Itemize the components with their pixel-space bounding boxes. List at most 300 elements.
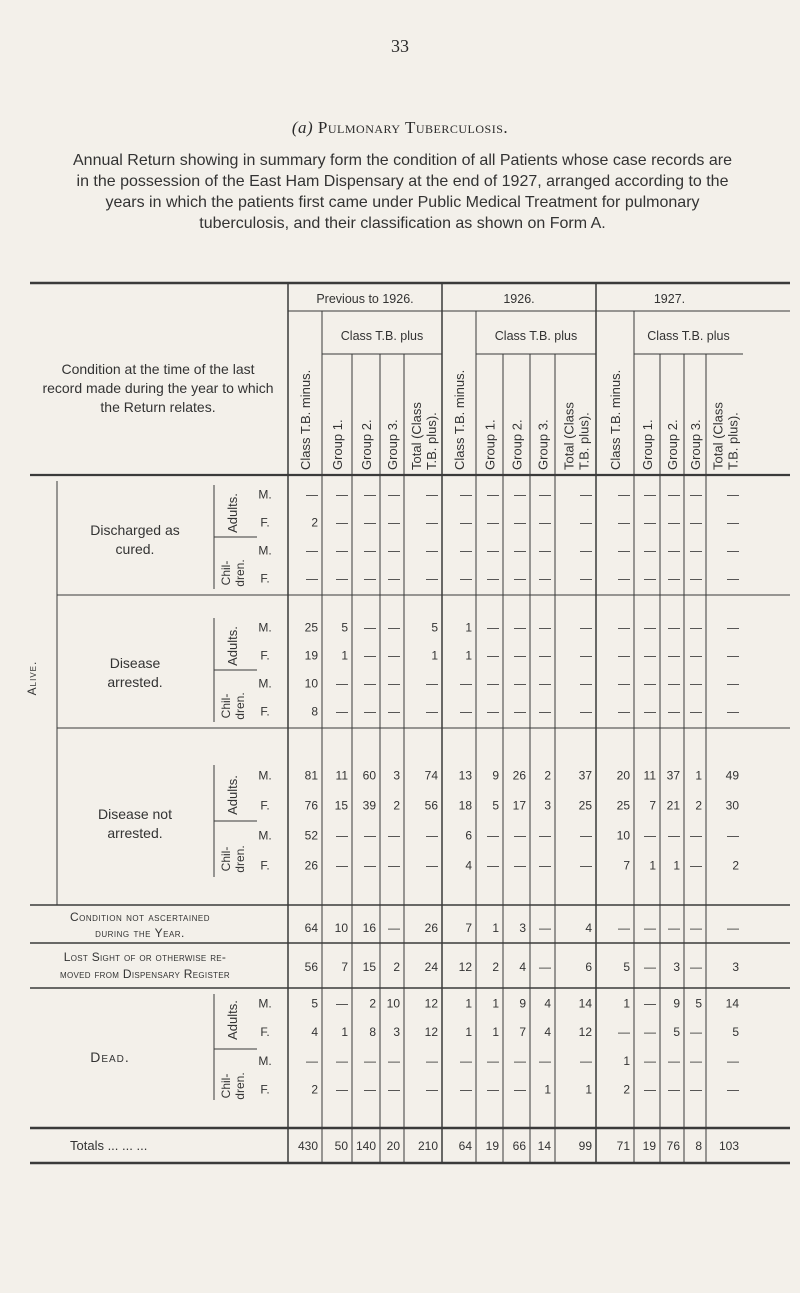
cell-value: — [668, 543, 680, 558]
cell-value: — [618, 676, 630, 691]
cell-value: — [426, 828, 438, 843]
cell-value: — [306, 1053, 318, 1068]
cell-value: — [644, 1024, 656, 1039]
cell-value: — [644, 704, 656, 719]
sex-label: M. [258, 768, 272, 783]
cell-value: — [426, 1082, 438, 1097]
cell-value: — [388, 515, 400, 530]
cell-value: — [514, 543, 526, 558]
cell-value: 18 [458, 798, 472, 813]
cell-value: — [426, 858, 438, 873]
cell-value: — [690, 858, 702, 873]
cell-value: — [514, 648, 526, 663]
sex-label: F. [260, 648, 270, 663]
cell-value: 1 [465, 1024, 472, 1039]
cell-value: 4 [311, 1024, 318, 1039]
cell-value: 10 [386, 996, 400, 1011]
total-header: Total (Class [409, 402, 424, 470]
cell-value: — [460, 676, 472, 691]
cell-value: — [727, 921, 739, 935]
cell-value: — [487, 571, 499, 586]
cell-value: — [644, 543, 656, 558]
cell-value: — [727, 620, 739, 635]
cell-value: — [644, 487, 656, 502]
block-label: cured. [115, 541, 155, 557]
cell-value: — [336, 676, 348, 691]
cell-value: — [514, 858, 526, 873]
cell-value: — [727, 1082, 739, 1097]
cell-value: 1 [492, 1024, 499, 1039]
cell-value: — [460, 1082, 472, 1097]
lost-sight-label: moved from Dispensary Register [60, 967, 230, 981]
group-header: Group 3. [535, 419, 551, 470]
cell-value: 11 [335, 768, 348, 783]
total-value: 99 [578, 1139, 592, 1153]
cell-value: — [426, 704, 438, 719]
cell-value: — [426, 1053, 438, 1068]
adults-label: Adults. [225, 1000, 240, 1040]
cell-value: — [668, 620, 680, 635]
cell-value: 2 [695, 798, 702, 813]
cell-value: 16 [362, 921, 376, 935]
cell-value: — [514, 571, 526, 586]
cell-value: 1 [492, 996, 499, 1011]
cell-value: 6 [465, 828, 472, 843]
group-header: Group 3. [688, 419, 703, 470]
cell-value: 12 [424, 996, 438, 1011]
cell-value: 24 [424, 960, 438, 974]
group-header: Group 1. [482, 419, 498, 470]
cell-value: — [644, 515, 656, 530]
cell-value: — [690, 1053, 702, 1068]
cell-value: — [336, 858, 348, 873]
cell-value: — [690, 921, 702, 935]
cell-value: 10 [334, 921, 348, 935]
section-title: Pulmonary Tuberculosis. [317, 118, 509, 137]
cell-value: — [539, 515, 551, 530]
cell-value: — [364, 828, 376, 843]
cell-value: 19 [304, 648, 318, 663]
cell-value: 39 [362, 798, 376, 813]
class-plus-header: Class T.B. plus [494, 329, 578, 343]
cell-value: — [668, 704, 680, 719]
cell-value: — [487, 543, 499, 558]
cell-value: 2 [544, 768, 551, 783]
cell-value: 2 [369, 996, 376, 1011]
cell-value: 12 [458, 960, 472, 974]
cell-value: — [618, 704, 630, 719]
cell-value: — [539, 960, 551, 974]
cell-value: — [580, 828, 592, 843]
cell-value: — [539, 1053, 551, 1068]
cell-value: 4 [544, 996, 551, 1011]
cell-value: — [460, 487, 472, 502]
cell-value: — [690, 648, 702, 663]
cell-value: — [514, 1053, 526, 1068]
cell-value: — [487, 704, 499, 719]
cell-value: 1 [431, 648, 438, 663]
cell-value: — [580, 620, 592, 635]
cell-value: — [426, 543, 438, 558]
cell-value: — [514, 515, 526, 530]
cell-value: — [727, 515, 739, 530]
cell-value: — [618, 515, 630, 530]
cell-value: — [539, 704, 551, 719]
class-plus-header: Class T.B. plus [647, 329, 730, 343]
cell-value: 2 [311, 1082, 318, 1097]
cell-value: 52 [304, 828, 318, 843]
cell-value: — [580, 571, 592, 586]
cell-value: — [644, 1053, 656, 1068]
cell-value: 25 [578, 798, 592, 813]
cell-value: — [514, 620, 526, 635]
cell-value: 10 [304, 676, 318, 691]
total-value: 64 [458, 1139, 472, 1153]
cell-value: — [388, 828, 400, 843]
total-value: 76 [666, 1139, 680, 1153]
cell-value: — [727, 704, 739, 719]
cell-value: — [690, 1024, 702, 1039]
cell-value: — [539, 858, 551, 873]
cell-value: — [336, 1053, 348, 1068]
cell-value: 37 [666, 768, 680, 783]
not-ascertained-label: Condition not ascertained [70, 910, 210, 924]
cell-value: — [514, 487, 526, 502]
block-label: Discharged as [90, 522, 180, 538]
cell-value: — [364, 676, 376, 691]
cell-value: — [580, 543, 592, 558]
cell-value: — [364, 571, 376, 586]
total-value: 140 [355, 1139, 376, 1153]
cell-value: 17 [512, 798, 526, 813]
cell-value: 2 [732, 858, 739, 873]
cell-value: — [690, 487, 702, 502]
cell-value: — [364, 704, 376, 719]
cell-value: 1 [673, 858, 680, 873]
cell-value: — [644, 676, 656, 691]
period-header: Previous to 1926. [316, 292, 414, 306]
cell-value: 8 [311, 704, 318, 719]
cell-value: — [426, 515, 438, 530]
cell-value: 9 [492, 768, 499, 783]
total-value: 8 [695, 1139, 702, 1153]
total-header: T.B. plus). [424, 412, 439, 470]
cell-value: 2 [311, 515, 318, 530]
cell-value: — [618, 1024, 630, 1039]
cell-value: 56 [304, 960, 318, 974]
period-header: 1926. [503, 292, 535, 306]
cell-value: — [364, 487, 376, 502]
total-value: 50 [334, 1139, 348, 1153]
block-label: Disease not [98, 806, 172, 822]
group-header: Group 1. [330, 419, 345, 470]
cell-value: 3 [673, 960, 680, 974]
sex-label: F. [260, 1024, 270, 1039]
cell-value: — [727, 571, 739, 586]
total-header: Total (Class [561, 402, 577, 470]
cell-value: 2 [492, 960, 499, 974]
cell-value: — [690, 704, 702, 719]
cell-value: 15 [334, 798, 348, 813]
cell-value: 5 [673, 1024, 680, 1039]
cell-value: 3 [519, 921, 526, 935]
cell-value: 10 [616, 828, 630, 843]
cell-value: — [487, 515, 499, 530]
cell-value: — [668, 828, 680, 843]
cell-value: 7 [465, 921, 472, 935]
cell-value: — [364, 620, 376, 635]
cell-value: 4 [544, 1024, 551, 1039]
adults-label: Adults. [225, 775, 240, 815]
class-minus-header: Class T.B. minus. [608, 369, 623, 470]
cell-value: — [690, 1082, 702, 1097]
cell-value: — [727, 543, 739, 558]
cell-value: 1 [585, 1082, 592, 1097]
cell-value: — [690, 620, 702, 635]
cell-value: — [460, 571, 472, 586]
sex-label: F. [260, 858, 270, 873]
cell-value: — [644, 996, 656, 1011]
cell-value: — [364, 1082, 376, 1097]
cell-value: — [644, 921, 656, 935]
sex-label: F. [260, 571, 270, 586]
cell-value: 49 [725, 768, 739, 783]
cell-value: 21 [666, 798, 680, 813]
cell-value: — [388, 921, 400, 935]
cell-value: — [727, 828, 739, 843]
cell-value: — [690, 960, 702, 974]
cell-value: — [539, 648, 551, 663]
cell-value: — [580, 676, 592, 691]
cell-value: — [306, 487, 318, 502]
cell-value: — [727, 487, 739, 502]
cell-value: — [644, 571, 656, 586]
cell-value: — [644, 648, 656, 663]
cell-value: — [644, 960, 656, 974]
cell-value: — [514, 1082, 526, 1097]
cell-value: 6 [585, 960, 592, 974]
cell-value: — [388, 676, 400, 691]
adults-label: Adults. [225, 493, 240, 533]
cell-value: — [306, 543, 318, 558]
cell-value: — [364, 858, 376, 873]
cell-value: — [388, 1082, 400, 1097]
group-header: Group 3. [385, 419, 400, 470]
cell-value: 5 [695, 996, 702, 1011]
cell-value: 2 [393, 798, 400, 813]
cell-value: — [336, 543, 348, 558]
total-header: T.B. plus). [576, 412, 592, 470]
cell-value: — [539, 676, 551, 691]
total-value: 20 [386, 1139, 400, 1153]
cell-value: 1 [465, 996, 472, 1011]
page-number: 33 [391, 36, 409, 56]
cell-value: 13 [458, 768, 472, 783]
corner-label: the Return relates. [100, 399, 216, 415]
not-ascertained-label: during the Year. [95, 926, 185, 940]
section-label: (a) [291, 118, 314, 137]
cell-value: 20 [616, 768, 630, 783]
adults-label: Adults. [225, 626, 240, 666]
cell-value: 3 [393, 1024, 400, 1039]
cell-value: 9 [673, 996, 680, 1011]
cell-value: 1 [544, 1082, 551, 1097]
cell-value: 14 [578, 996, 592, 1011]
cell-value: — [580, 704, 592, 719]
sex-label: M. [258, 996, 272, 1011]
sex-label: M. [258, 828, 272, 843]
cell-value: — [727, 676, 739, 691]
sex-label: F. [260, 798, 270, 813]
cell-value: 14 [725, 996, 739, 1011]
sex-label: M. [258, 676, 272, 691]
cell-value: — [690, 515, 702, 530]
cell-value: 2 [623, 1082, 630, 1097]
cell-value: — [487, 487, 499, 502]
cell-value: 15 [362, 960, 376, 974]
total-value: 14 [537, 1139, 551, 1153]
cell-value: 5 [431, 620, 438, 635]
cell-value: 26 [424, 921, 438, 935]
cell-value: 5 [341, 620, 348, 635]
sex-label: M. [258, 487, 272, 502]
cell-value: 2 [393, 960, 400, 974]
cell-value: — [460, 704, 472, 719]
cell-value: — [668, 1053, 680, 1068]
cell-value: — [388, 487, 400, 502]
cell-value: — [364, 1053, 376, 1068]
group-header: Group 1. [640, 419, 655, 470]
children-label: dren. [233, 559, 247, 587]
class-minus-header: Class T.B. minus. [452, 369, 467, 470]
cell-value: — [388, 620, 400, 635]
cell-value: — [539, 543, 551, 558]
cell-value: — [580, 648, 592, 663]
cell-value: 1 [695, 768, 702, 783]
cell-value: 7 [623, 858, 630, 873]
cell-value: — [668, 515, 680, 530]
cell-value: 3 [732, 960, 739, 974]
cell-value: 5 [492, 798, 499, 813]
cell-value: 7 [341, 960, 348, 974]
cell-value: 74 [424, 768, 438, 783]
cell-value: — [514, 676, 526, 691]
sex-label: M. [258, 620, 272, 635]
total-header: Total (Class [710, 402, 726, 470]
cell-value: 4 [519, 960, 526, 974]
children-label: Chil- [219, 560, 233, 586]
cell-value: 60 [362, 768, 376, 783]
cell-value: — [690, 571, 702, 586]
cell-value: 30 [725, 798, 739, 813]
cell-value: 3 [544, 798, 551, 813]
cell-value: — [539, 921, 551, 935]
block-label: arrested. [107, 825, 163, 841]
cell-value: — [487, 620, 499, 635]
total-value: 19 [485, 1139, 499, 1153]
cell-value: 1 [341, 1024, 348, 1039]
cell-value: — [336, 515, 348, 530]
cell-value: 1 [465, 648, 472, 663]
lost-sight-label: Lost Sight of or otherwise re- [63, 950, 227, 964]
cell-value: 1 [465, 620, 472, 635]
total-value: 103 [718, 1139, 739, 1153]
cell-value: 8 [369, 1024, 376, 1039]
cell-value: 4 [585, 921, 592, 935]
cell-value: 4 [465, 858, 472, 873]
cell-value: — [644, 1082, 656, 1097]
cell-value: 25 [616, 798, 630, 813]
block-label: Disease [109, 655, 161, 671]
children-label: Chil- [219, 846, 233, 872]
sex-label: F. [260, 704, 270, 719]
children-label: dren. [233, 1072, 247, 1100]
children-label: Chil- [219, 693, 233, 719]
cell-value: — [668, 921, 680, 935]
cell-value: — [487, 858, 499, 873]
cell-value: — [514, 828, 526, 843]
cell-value: 7 [519, 1024, 526, 1039]
block-label: arrested. [107, 674, 163, 690]
cell-value: — [539, 571, 551, 586]
sex-label: F. [260, 1082, 270, 1097]
total-header: T.B. plus). [725, 412, 741, 470]
cell-value: — [336, 571, 348, 586]
cell-value: — [388, 704, 400, 719]
cell-value: — [539, 620, 551, 635]
total-value: 430 [297, 1139, 318, 1153]
cell-value: — [580, 487, 592, 502]
cell-value: — [618, 620, 630, 635]
cell-value: 5 [311, 996, 318, 1011]
dead-label: Dead. [90, 1049, 130, 1065]
cell-value: 1 [341, 648, 348, 663]
children-label: dren. [233, 845, 247, 873]
sex-label: M. [258, 543, 272, 558]
period-header: 1927. [653, 292, 686, 306]
cell-value: — [426, 571, 438, 586]
alive-label: Alive. [25, 660, 39, 696]
group-header: Group 2. [359, 419, 374, 470]
cell-value: 3 [393, 768, 400, 783]
cell-value: — [388, 543, 400, 558]
cell-value: — [690, 828, 702, 843]
cell-value: 5 [732, 1024, 739, 1039]
cell-value: — [618, 921, 630, 935]
cell-value: — [644, 620, 656, 635]
cell-value: — [487, 648, 499, 663]
cell-value: — [727, 648, 739, 663]
cell-value: 1 [623, 996, 630, 1011]
cell-value: 76 [304, 798, 318, 813]
cell-value: — [580, 1053, 592, 1068]
cell-value: — [426, 676, 438, 691]
cell-value: — [618, 543, 630, 558]
cell-value: — [690, 676, 702, 691]
cell-value: 11 [643, 768, 656, 783]
children-label: dren. [233, 692, 247, 720]
cell-value: 26 [512, 768, 526, 783]
children-label: Chil- [219, 1073, 233, 1099]
cell-value: — [388, 1053, 400, 1068]
cell-value: — [668, 571, 680, 586]
cell-value: 9 [519, 996, 526, 1011]
total-value: 71 [616, 1139, 630, 1153]
cell-value: — [460, 543, 472, 558]
cell-value: — [690, 543, 702, 558]
cell-value: — [336, 487, 348, 502]
cell-value: — [364, 515, 376, 530]
